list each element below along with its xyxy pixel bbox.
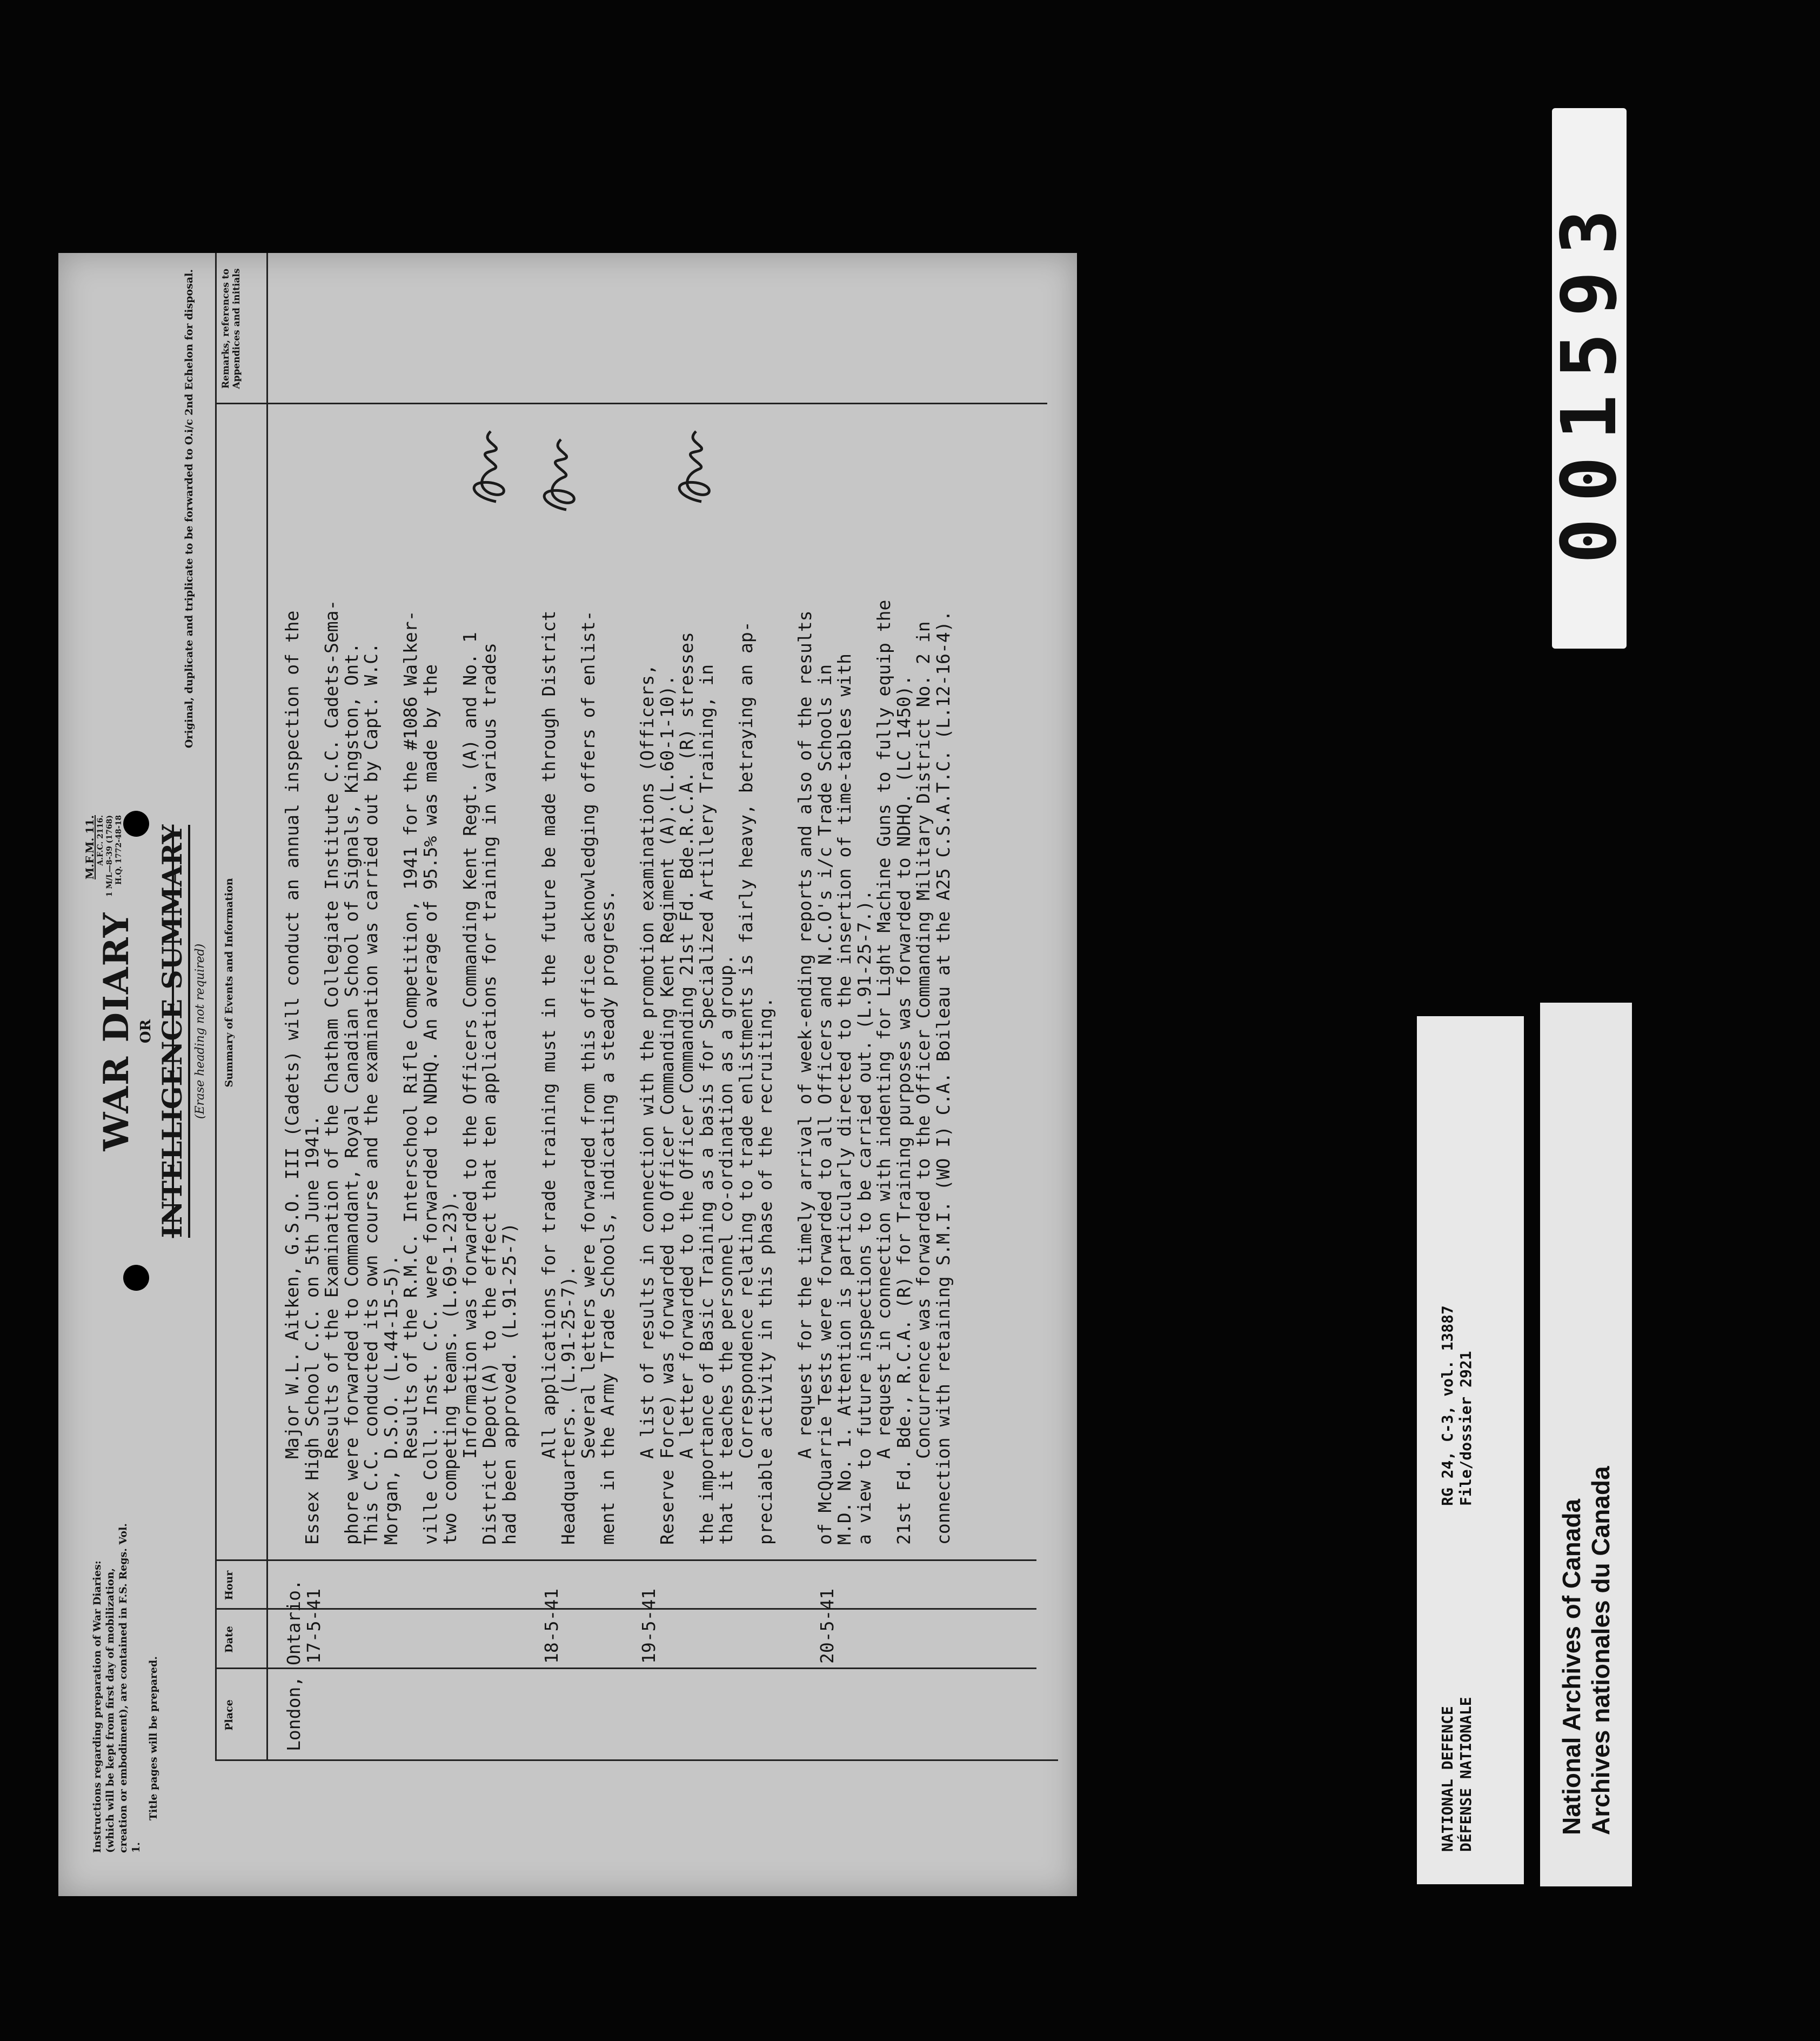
department-label <box>1438 1697 1475 1852</box>
archives-name-en: National Archives of Canada <box>1557 1498 1585 1835</box>
summary-line: Major W.L. Aitken, G.S.O. III (Cadets) will conduct an annual inspection of the <box>282 610 303 1545</box>
date-cell: 17-5-41 <box>303 1588 324 1664</box>
place-cell: London, Ontario. <box>283 1579 304 1751</box>
summary-line: A letter forwarded to the Officer Commanding 21st Fd. Bde.R.C.A. (R) stresses <box>676 632 697 1545</box>
handwritten-initials <box>528 412 588 521</box>
archives-name-fr: Archives nationales du Canada <box>1587 1466 1615 1835</box>
summary-line: M.D. No. 1. Attention is particularly directed to the insertion of time-tables with <box>834 653 855 1545</box>
summary-line: Correspondence relating to trade enlistments is fairly heavy, betraying an ap- <box>735 621 757 1545</box>
summary-line: ville Coll. Inst. C.C. were forwarded to NDHQ. An average of 95.5% was made by the <box>419 664 441 1545</box>
war-diary-page <box>58 253 1077 1896</box>
summary-line: preciable activity in this phase of the recruiting. <box>755 997 776 1545</box>
department-en: NATIONAL DEFENCE <box>1438 1706 1456 1852</box>
summary-line: ment in the Army Trade Schools, indicating a steady progress. <box>597 890 618 1545</box>
summary-line: Results of the Examination of the Chatham Collegiate Institute C.C. Cadets-Sema- <box>321 599 342 1545</box>
reference-card <box>1417 1016 1524 1884</box>
summary-line: Essex High School C.C. on 5th June 1941. <box>301 1115 323 1545</box>
summary-line: This C.C. conducted its own course and the examination was carried out by Capt. W.C. <box>360 643 382 1545</box>
summary-text <box>283 518 953 1545</box>
summary-line: A request for the timely arrival of week-ending reports and also of the results <box>794 610 815 1545</box>
summary-line: of McQuarrie Tests were forwarded to all Officers and N.C.O's i/c Trade Schools in <box>814 664 835 1545</box>
summary-line: had been approved. (L.91-25-7) <box>498 1222 520 1545</box>
handwritten-initials <box>664 404 723 512</box>
handwritten-initials <box>458 404 518 512</box>
column-rule-remarks <box>215 403 1047 404</box>
summary-line: the importance of Basic Training as a basis for Specialized Artillery Training, in <box>695 664 717 1545</box>
form-code <box>85 815 124 956</box>
summary-line: a view to future inspections to be carried out. (L.91-25-7.). <box>853 890 875 1545</box>
column-header-remarks: Remarks, references to Appendices and initials <box>220 268 242 389</box>
column-rule-date <box>215 1608 1036 1610</box>
summary-line: Headquarters. (L.91-25-7). <box>558 1265 579 1545</box>
form-code-line: A.F.C. 2116. <box>96 815 105 866</box>
summary-line: that it teaches the personnel co-ordination as a group. <box>715 954 737 1545</box>
summary-line: Several letters were forwarded from this office acknowledging offers of enlist- <box>577 610 599 1545</box>
summary-line: Reserve Force) was forwarded to Officer Commanding Kent Regiment (A).(L.60-1-10). <box>656 675 678 1545</box>
department-fr: DÉFENSE NATIONALE <box>1457 1697 1475 1852</box>
table-left-rule <box>215 1759 1058 1761</box>
summary-line <box>519 518 539 1545</box>
column-header-place: Place <box>223 1699 235 1731</box>
column-header-hour: Hour <box>223 1570 235 1600</box>
summary-line: Morgan, D.S.O. (L.44-15-5). <box>380 1255 402 1545</box>
summary-line: Information was forwarded to the Officers Commanding Kent Regt. (A) and No. 1 <box>459 632 480 1545</box>
archives-card <box>1540 1003 1632 1886</box>
date-cell: 18-5-41 <box>541 1588 562 1664</box>
summary-line: A request in connection with indenting for Light Machine Guns to fully equip the <box>873 599 894 1545</box>
summary-line: two competing teams. (L.69-1-23). <box>439 1190 460 1545</box>
form-code-name: M.F.M. 11. <box>83 815 96 880</box>
column-header-date: Date <box>223 1626 235 1653</box>
summary-line: phore were forwarded to Commandant, Royal Canadian School of Signals, Kingston, Ont. <box>340 643 362 1545</box>
file-reference-line2: File/dossier 2921 <box>1457 1351 1475 1506</box>
table-top-rule <box>215 253 217 1761</box>
intelligence-summary-heading: INTELLIGENCE SUMMARY <box>156 825 190 1238</box>
summary-line: 21st Fd. Bde., R.C.A. (R) for Training purposes was forwarded to NDHQ. (LC 1450). <box>893 675 914 1545</box>
page-title: WAR DIARY <box>96 911 137 1151</box>
frame-number: 001593 <box>1545 193 1634 564</box>
column-rule-hour <box>215 1559 1036 1561</box>
summary-line: Concurrence was forwarded to the Officer Commanding Military District No. 2 in <box>913 621 934 1545</box>
summary-line: Results of the R.M.C. Interschool Rifle Competition, 1941 for the #1086 Walker- <box>400 610 421 1545</box>
date-cell: 20-5-41 <box>817 1588 838 1664</box>
forwarding-note: Original, duplicate and triplicate to be forwarded to O.i/c 2nd Echelon for disposal. <box>183 269 195 749</box>
summary-line: A list of results in connection with the promotion examinations (Officers, <box>637 664 658 1545</box>
summary-line: connection with retaining S.M.I. (WO I) C.A. Boileau at the A25 C.S.A.T.C. (L.12-16-4). <box>932 610 954 1545</box>
column-header-summary: Summary of Events and Information <box>223 878 235 1088</box>
instructions-note <box>91 1523 160 1853</box>
form-code-line: 1 M/L—8-39 (1768) <box>105 815 114 897</box>
summary-line: All applications for trade training must in the future be made through District <box>538 610 559 1545</box>
frame-number-label <box>1545 108 1634 649</box>
title-or: OR <box>138 1019 154 1044</box>
column-rule-place <box>215 1668 1036 1669</box>
title-pages-note: Title pages will be prepared. <box>148 1656 159 1820</box>
instructions-text: Instructions regarding preparation of War Diaries: (which will be kept from first day of mobilization, creation or embodiment), are contained in F.S. Regs. Vol. 1. <box>91 1523 142 1853</box>
summary-line: District Depot(A) to the effect that ten applications for training in various trades <box>479 643 500 1545</box>
file-reference <box>1438 1305 1475 1506</box>
summary-line <box>618 518 638 1545</box>
file-reference-line1: RG 24, C-3, vol. 13887 <box>1438 1305 1456 1506</box>
date-cell: 19-5-41 <box>638 1588 659 1664</box>
summary-line <box>776 518 796 1545</box>
erase-heading-note: (Erase heading not required) <box>193 943 207 1119</box>
table-header-rule <box>266 253 268 1761</box>
form-code-line: H.Q. 1772-48-18 <box>115 815 123 885</box>
